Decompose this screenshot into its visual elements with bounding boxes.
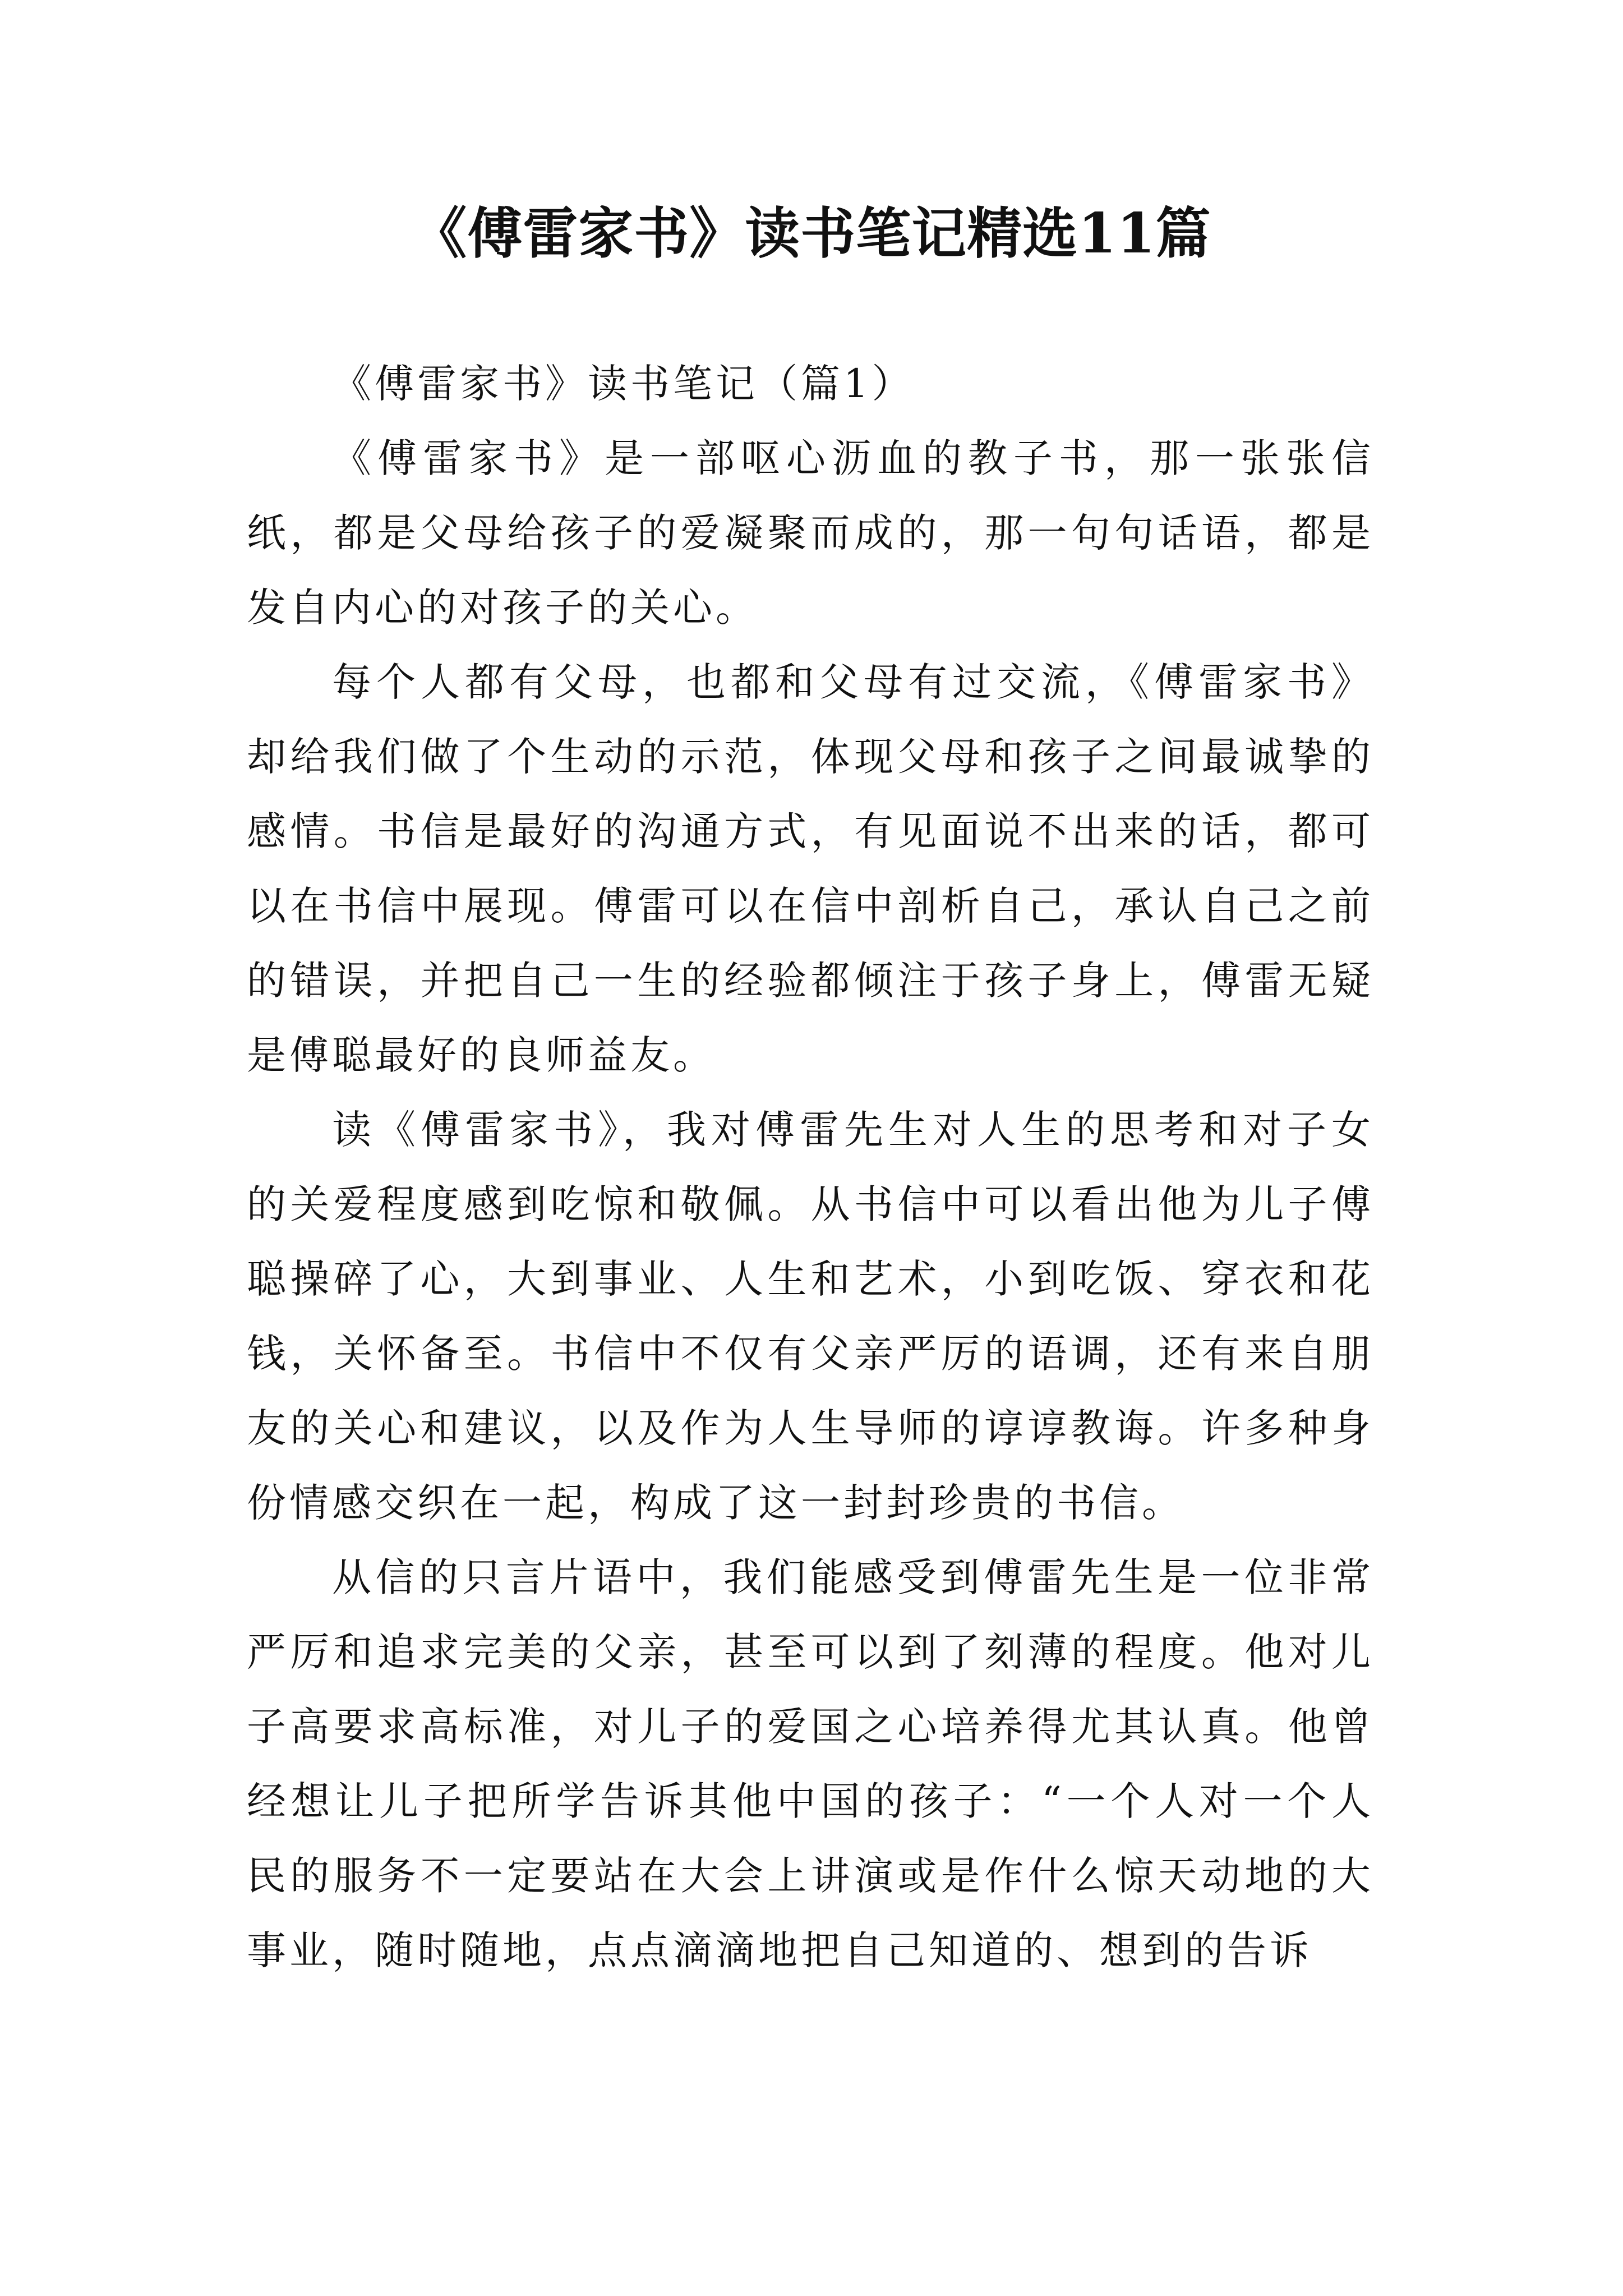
- paragraph: 读《傅雷家书》，我对傅雷先生对人生的思考和对子女的关爱程度感到吃惊和敬佩。从书信中可以看出他为儿子傅聪操碎了心，大到事业、人生和艺术，小到吃饭、穿衣和花钱，关怀备至。书信中不仅有父亲严厉的语调，还有来自朋友的关心和建议，以及作为人生导师的谆谆教诲。许多种身份情感交织在一起，构成了这一封封珍贵的书信。: [247, 1107, 1374, 1526]
- section-heading: 《傅雷家书》读书笔记（篇1）: [332, 361, 915, 407]
- document-body: [247, 347, 1374, 1988]
- paragraph: 每个人都有父母，也都和父母有过交流，《傅雷家书》却给我们做了个生动的示范，体现父母和孩子之间最诚挚的感情。书信是最好的沟通方式，有见面说不出来的话，都可以在书信中展现。傅雷可以在信中剖析自己，承认自己之前的错误，并把自己一生的经验都倾注于孩子身上，傅雷无疑是傅聪最好的良师益友。: [247, 659, 1374, 1078]
- paragraph: 从信的只言片语中，我们能感受到傅雷先生是一位非常严厉和追求完美的父亲，甚至可以到了刻薄的程度。他对儿子高要求高标准，对儿子的爱国之心培养得尤其认真。他曾经想让儿子把所学告诉其他中国的孩子：“一个人对一个人民的服务不一定要站在大会上讲演或是作什么惊天动地的大事业，随时随地，点点滴滴地把自己知道的、想到的告诉: [247, 1554, 1374, 1973]
- paragraph: 《傅雷家书》是一部呕心沥血的教子书，那一张张信纸，都是父母给孩子的爱凝聚而成的，那一句句话语，都是发自内心的对孩子的关心。: [247, 435, 1374, 631]
- document-title: 《傅雷家书》读书笔记精选11篇: [412, 201, 1211, 266]
